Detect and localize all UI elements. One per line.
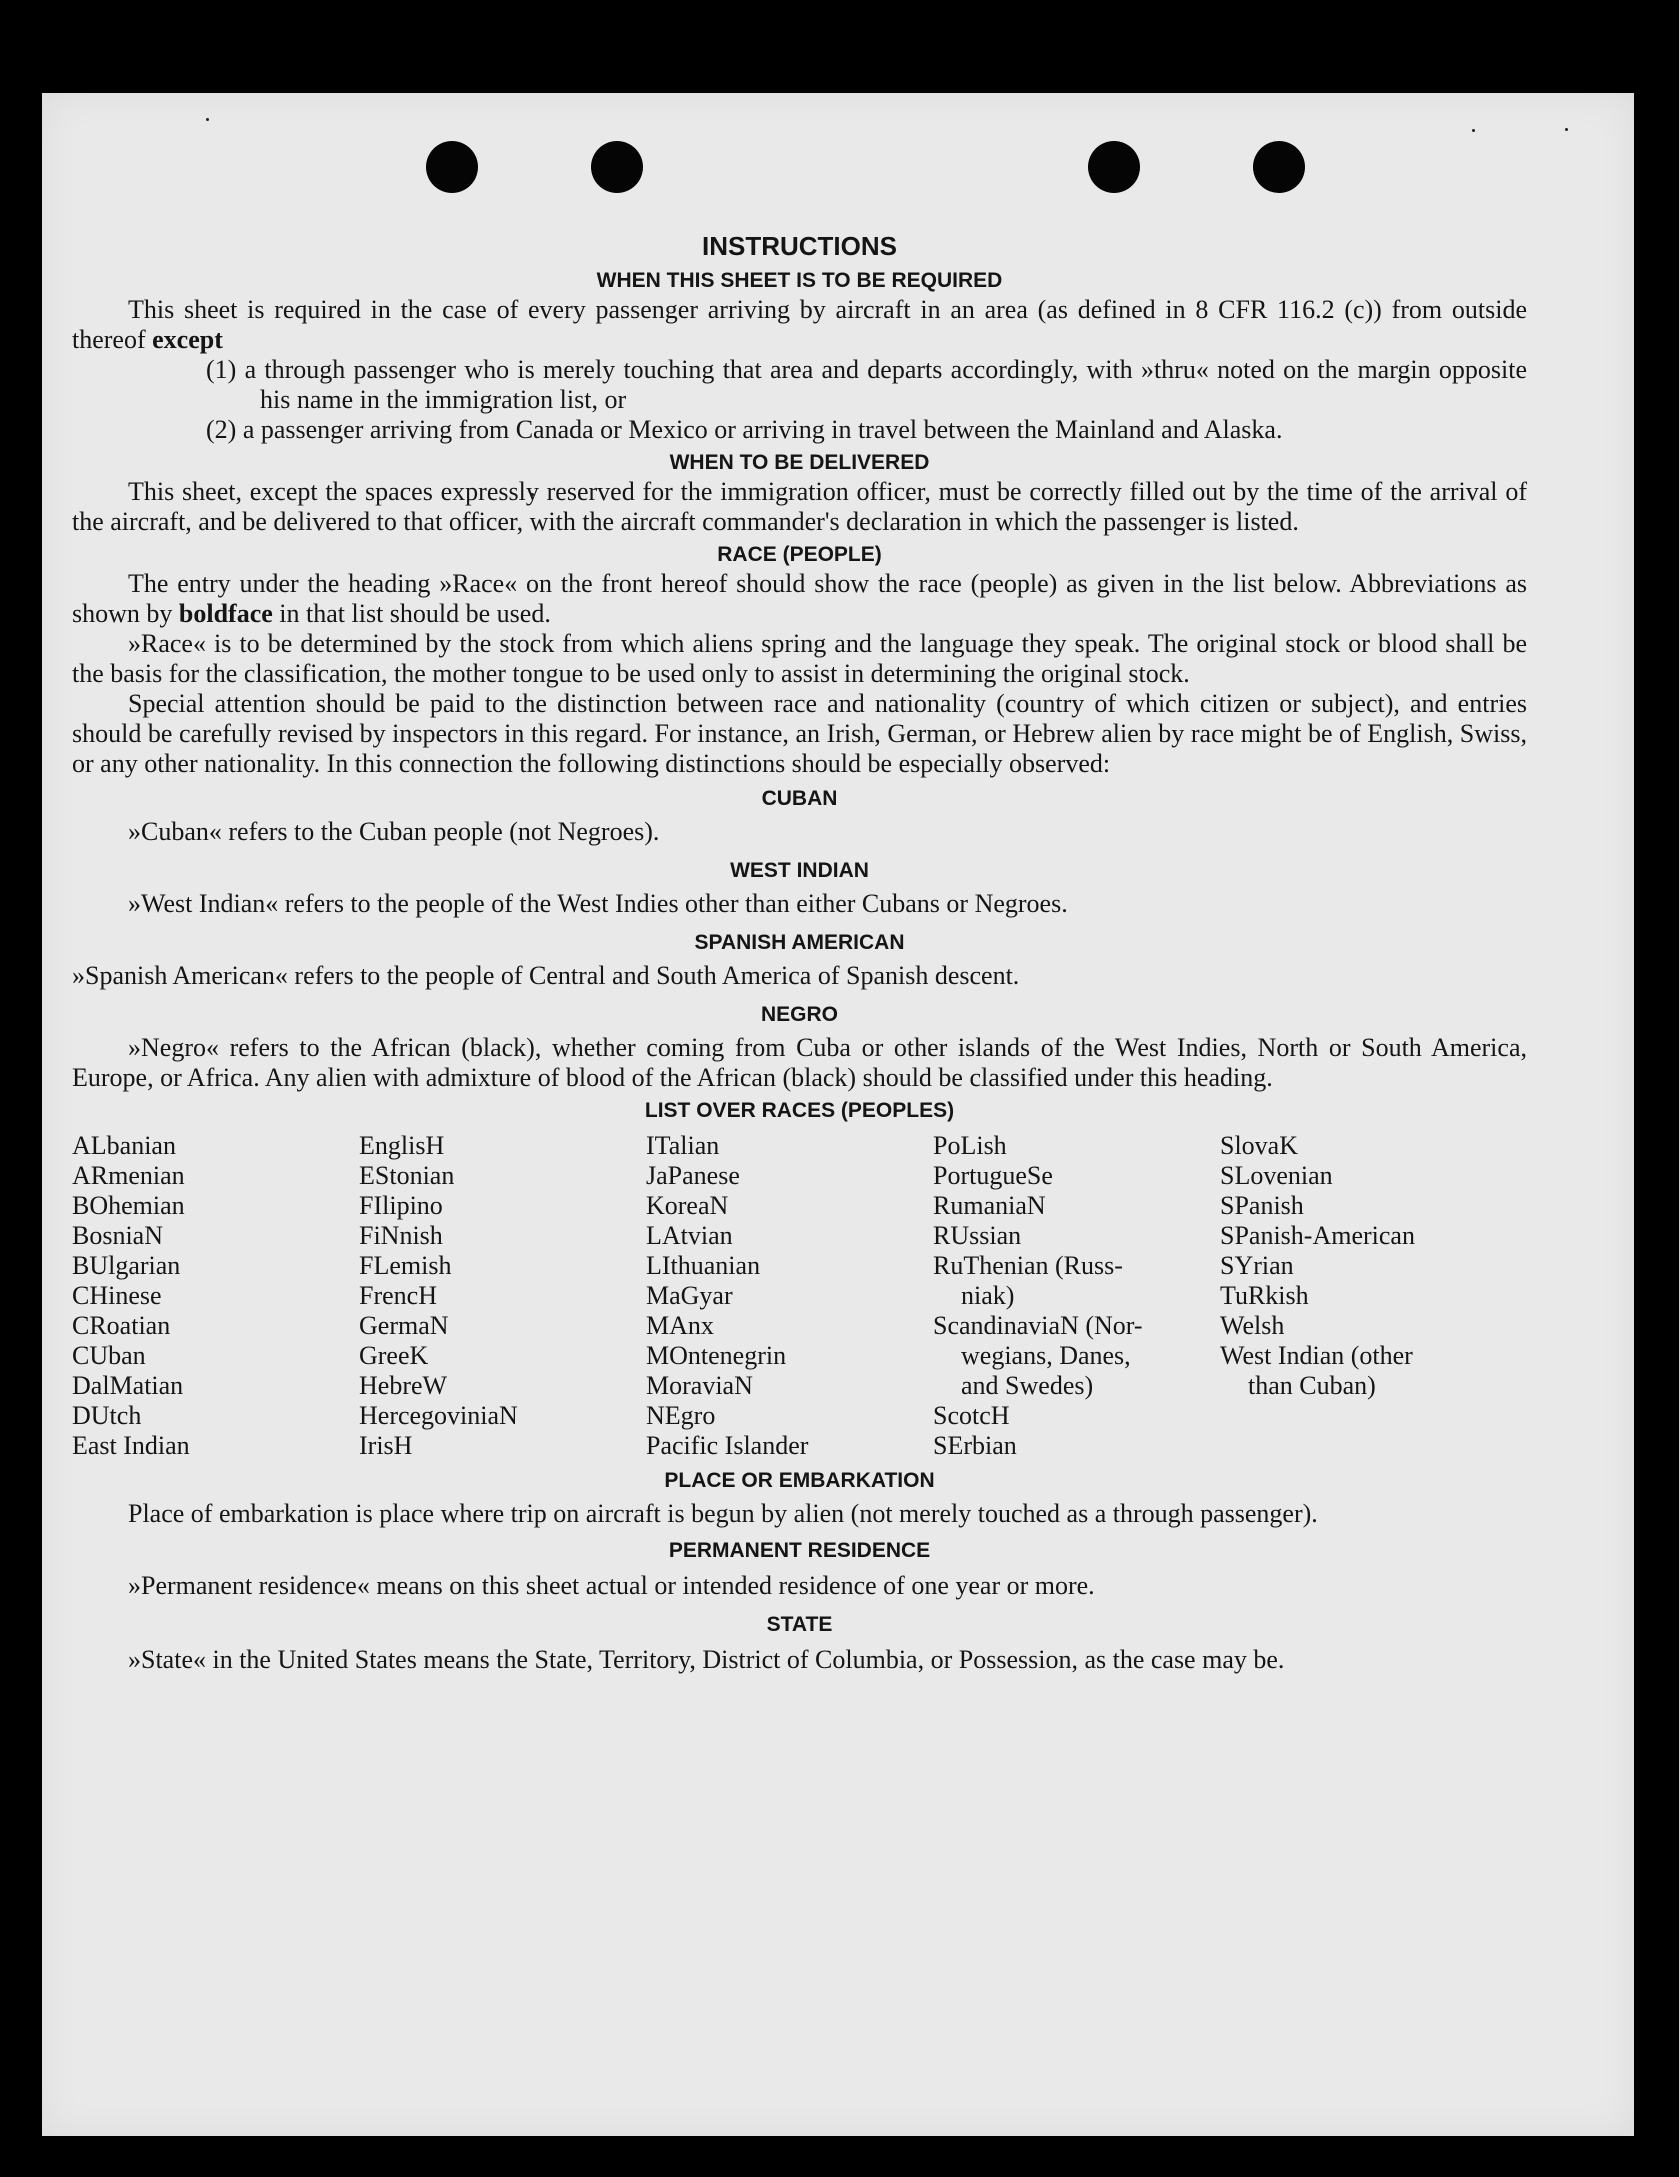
race-entry: and Swedes) <box>961 1371 1094 1400</box>
race-entry: RUssian <box>933 1221 1022 1250</box>
race-entry: IrisH <box>359 1431 413 1460</box>
section-title: LIST OVER RACES (PEOPLES) <box>644 1099 955 1122</box>
punch-hole <box>1088 141 1140 193</box>
paragraph: Special attention should be paid to the distinction between race and nationality (country of which citizen or subject), and entries should be carefully revised by inspectors in this regard. For instance, an Irish, German, or Hebrew alien by race might be of English, Swiss, or any other nationality. In this connection the following distinctions should be especially observed: <box>72 689 1527 778</box>
paragraph: »West Indian« refers to the people of the West Indies other than either Cubans or Negroes. <box>128 889 1068 918</box>
race-entry: Pacific Islander <box>646 1431 809 1460</box>
races-column <box>359 1131 646 1461</box>
paragraph: »Spanish American« refers to the people of Central and South America of Spanish descent. <box>72 961 1020 990</box>
race-entry: FLemish <box>359 1251 452 1280</box>
race-entry: DUtch <box>72 1401 142 1430</box>
race-entry: KoreaN <box>646 1191 729 1220</box>
punch-hole <box>1253 141 1305 193</box>
races-list <box>72 1131 1527 1461</box>
race-entry: ScotcH <box>933 1401 1010 1430</box>
race-entry: LIthuanian <box>646 1251 761 1280</box>
race-entry: MOntenegrin <box>646 1341 787 1370</box>
race-entry: RuThenian (Russ- <box>933 1251 1123 1280</box>
speck <box>1565 128 1568 131</box>
page-title: INSTRUCTIONS <box>702 231 897 261</box>
race-entry: niak) <box>961 1281 1015 1310</box>
paragraph: »State« in the United States means the State, Territory, District of Columbia, or Possession, as the case may be. <box>128 1645 1285 1674</box>
race-entry: NEgro <box>646 1401 716 1430</box>
speck <box>1472 129 1475 132</box>
section-title: PLACE OR EMBARKATION <box>664 1469 935 1492</box>
race-entry: CHinese <box>72 1281 162 1310</box>
race-entry: SYrian <box>1220 1251 1294 1280</box>
race-entry: ITalian <box>646 1131 720 1160</box>
race-entry: SPanish <box>1220 1191 1304 1220</box>
races-column <box>646 1131 933 1461</box>
race-entry: CUban <box>72 1341 146 1370</box>
race-entry: SPanish-American <box>1220 1221 1415 1250</box>
race-entry: BOhemian <box>72 1191 185 1220</box>
section-title: STATE <box>766 1613 833 1636</box>
race-entry: Welsh <box>1220 1311 1285 1340</box>
race-entry: East Indian <box>72 1431 190 1460</box>
race-entry: HercegoviniaN <box>359 1401 518 1430</box>
paragraph: »Cuban« refers to the Cuban people (not Negroes). <box>128 817 660 846</box>
list-item: (2) a passenger arriving from Canada or Mexico or arriving in travel between the Mainland and Alaska. <box>206 415 1283 444</box>
race-entry: RumaniaN <box>933 1191 1046 1220</box>
race-entry: West Indian (other <box>1220 1341 1413 1370</box>
race-entry: FiNnish <box>359 1221 443 1250</box>
races-column <box>72 1131 359 1461</box>
race-entry: SlovaK <box>1220 1131 1298 1160</box>
section-title: WHEN THIS SHEET IS TO BE REQUIRED <box>596 269 1003 292</box>
paragraph: Place of embarkation is place where trip on aircraft is begun by alien (not merely touched as a through passenger). <box>128 1499 1318 1528</box>
race-entry: PortugueSe <box>933 1161 1053 1190</box>
race-entry: EStonian <box>359 1161 455 1190</box>
punch-hole <box>591 141 643 193</box>
race-entry: than Cuban) <box>1248 1371 1376 1400</box>
race-entry: wegians, Danes, <box>961 1341 1131 1370</box>
race-entry: LAtvian <box>646 1221 733 1250</box>
paragraph: This sheet, except the spaces expressly reserved for the immigration officer, must be correctly filled out by the time of the arrival of the aircraft, and be delivered to that officer, with the aircraft commander's declaration in which the passenger is listed. <box>72 477 1527 536</box>
paragraph: »Race« is to be determined by the stock from which aliens spring and the language they speak. The original stock or blood shall be the basis for the classification, the mother tongue to be used only to assist in determining the original stock. <box>72 629 1527 688</box>
race-entry: CRoatian <box>72 1311 171 1340</box>
list-item: (1) a through passenger who is merely touching that area and departs accordingly, with »thru« noted on the margin opposite his name in the immigration list, or <box>206 355 1527 414</box>
race-entry: EnglisH <box>359 1131 445 1160</box>
punch-hole <box>426 141 478 193</box>
section-title: CUBAN <box>761 787 838 810</box>
race-entry: ARmenian <box>72 1161 185 1190</box>
section-title: PERMANENT RESIDENCE <box>668 1539 931 1562</box>
race-entry: DalMatian <box>72 1371 184 1400</box>
section-title: WEST INDIAN <box>730 859 869 882</box>
races-column <box>933 1131 1220 1461</box>
race-entry: ALbanian <box>72 1131 176 1160</box>
race-entry: MoraviaN <box>646 1371 753 1400</box>
paragraph: »Permanent residence« means on this sheet actual or intended residence of one year or more. <box>128 1571 1095 1600</box>
race-entry: BosniaN <box>72 1221 163 1250</box>
race-entry: SErbian <box>933 1431 1017 1460</box>
section-title: WHEN TO BE DELIVERED <box>669 451 930 474</box>
instructions-content <box>72 229 1527 1675</box>
race-entry: HebreW <box>359 1371 448 1400</box>
paragraph: This sheet is required in the case of every passenger arriving by aircraft in an area (as defined in 8 CFR 116.2 (c)) from outside thereof except <box>72 295 1527 354</box>
race-entry: JaPanese <box>646 1161 740 1190</box>
race-entry: MAnx <box>646 1311 714 1340</box>
race-entry: PoLish <box>933 1131 1007 1160</box>
race-entry: GermaN <box>359 1311 449 1340</box>
race-entry: ScandinaviaN (Nor- <box>933 1311 1143 1340</box>
race-entry: GreeK <box>359 1341 429 1370</box>
races-column <box>1220 1131 1507 1461</box>
section-title: SPANISH AMERICAN <box>694 931 905 954</box>
paragraph: »Negro« refers to the African (black), whether coming from Cuba or other islands of the West Indies, North or South America, Europe, or Africa. Any alien with admixture of blood of the African (black) should be classified under this heading. <box>72 1033 1527 1092</box>
section-title: NEGRO <box>760 1003 838 1026</box>
document-page <box>42 93 1634 2136</box>
race-entry: BUlgarian <box>72 1251 181 1280</box>
race-entry: FrencH <box>359 1281 437 1310</box>
race-entry: TuRkish <box>1220 1281 1309 1310</box>
race-entry: MaGyar <box>646 1281 733 1310</box>
race-entry: SLovenian <box>1220 1161 1333 1190</box>
speck <box>206 118 209 121</box>
section-title: RACE (PEOPLE) <box>717 543 882 566</box>
race-entry: FIlipino <box>359 1191 443 1220</box>
paragraph: The entry under the heading »Race« on the front hereof should show the race (people) as given in the list below. Abbreviations as shown by boldface in that list should be used. <box>72 569 1527 628</box>
